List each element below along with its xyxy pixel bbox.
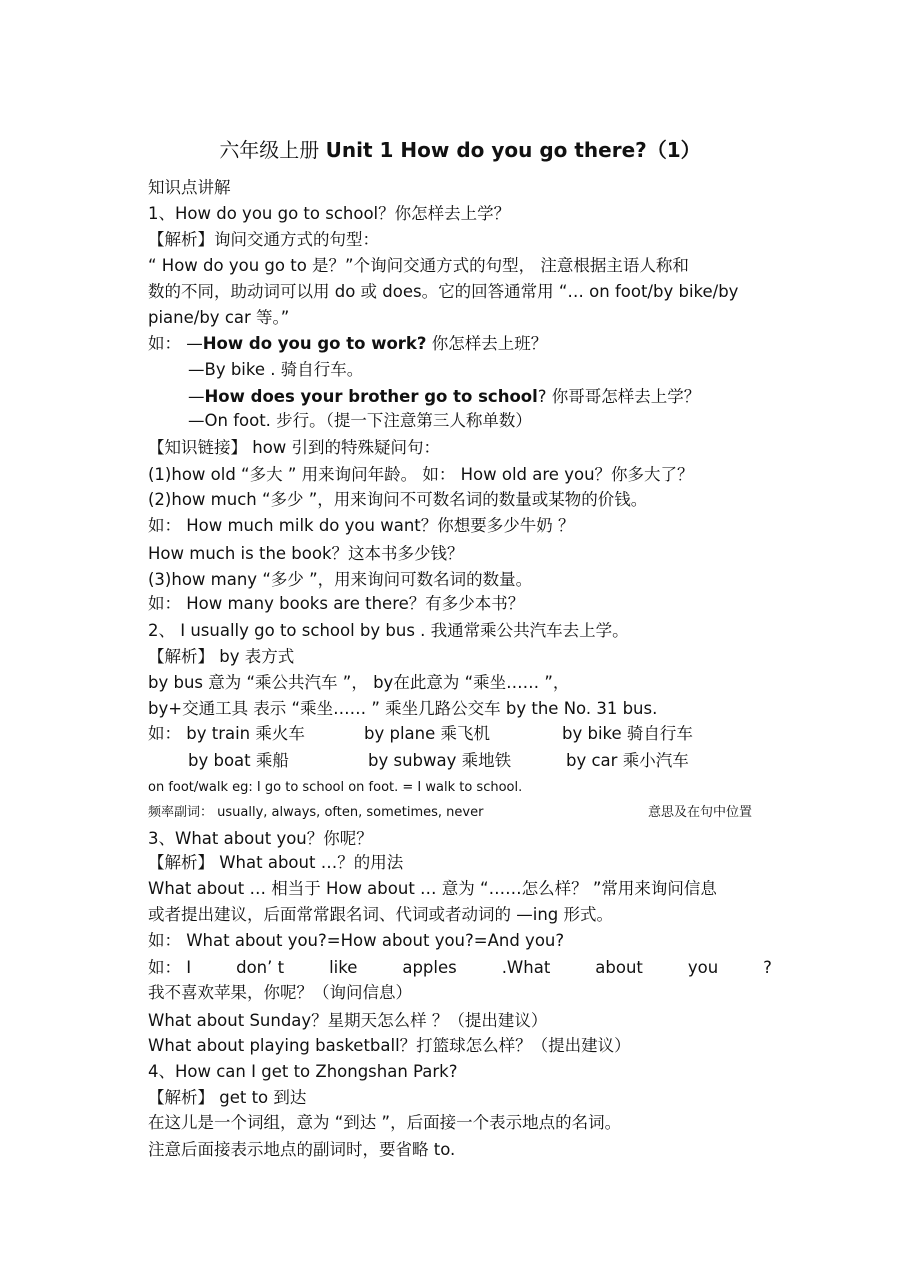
point-4-text-line-1: 在这儿是一个词组，意为 “到达 ”，后面接一个表示地点的名词。 xyxy=(148,1113,622,1132)
justified-word: like xyxy=(329,958,358,977)
what-about-example-1: 如： What about you?=How about you?=And you? xyxy=(148,931,565,950)
transport-boat: by boat 乘船 xyxy=(188,751,289,770)
point-1-analysis-label: 【解析】询问交通方式的句型： xyxy=(148,230,379,249)
point-4-heading: 4、How can I get to Zhongshan Park? xyxy=(148,1062,458,1081)
what-about-sunday: What about Sunday？星期天怎么样 ？（提出建议） xyxy=(148,1011,548,1030)
justified-word: don’ t xyxy=(236,958,285,977)
title-chinese: 六年级上册 xyxy=(219,138,320,162)
title-number: （1） xyxy=(646,138,701,162)
how-many-line: (3)how many “多少 ”，用来询问可数名词的数量。 xyxy=(148,570,533,589)
how-much-example-2: How much is the book？这本书多少钱？ xyxy=(148,544,464,563)
frequency-adverbs-meaning: 意思及在句中位置 xyxy=(647,805,752,820)
point-3-text-line-2: 或者提出建议，后面常常跟名词、代词或者动词的 —ing 形式。 xyxy=(148,905,614,924)
example-question-bold: How does your brother go to school xyxy=(204,387,538,406)
justified-word: about xyxy=(595,958,643,977)
example-question-bold: How do you go to work? xyxy=(202,334,427,353)
frequency-adverbs-note xyxy=(148,801,752,825)
transport-plane: by plane 乘飞机 xyxy=(364,724,491,743)
frequency-adverbs: 频率副词： usually, always, often, sometimes, never xyxy=(148,805,484,820)
point-4-text-line-2: 注意后面接表示地点的副词时，要省略 to. xyxy=(148,1140,456,1159)
example-bike-answer: —By bike . 骑自行车。 xyxy=(188,360,364,379)
point-1-text-line-1: “ How do you go to 是？”个询问交通方式的句型， 注意根据主语人称和 xyxy=(148,256,689,275)
justified-word: ? xyxy=(763,958,772,977)
justified-word: apples xyxy=(402,958,457,977)
example-translation: 你怎样去上班？ xyxy=(426,334,548,353)
example-brother-question xyxy=(188,385,828,409)
point-1-text-line-3: piane/by car 等。” xyxy=(148,308,290,327)
transport-examples-row-1 xyxy=(148,722,788,746)
justified-word: you xyxy=(687,958,719,977)
what-about-basketball: What about playing basketball？打篮球怎么样？（提出建议） xyxy=(148,1036,631,1055)
how-much-example-1: 如： How much milk do you want？你想要多少牛奶 ？ xyxy=(148,516,575,535)
point-2-analysis-label: 【解析】 by 表方式 xyxy=(148,647,295,666)
title-english: Unit 1 How do you go there? xyxy=(325,138,647,162)
by-bus-line: by bus 意为 “乘公共汽车 ”， by在此意为 “乘坐…… ”， xyxy=(148,673,570,692)
on-foot-note: on foot/walk eg: I go to school on foot. = I walk to school. xyxy=(148,780,523,795)
justified-word: 如： I xyxy=(148,958,192,977)
how-much-line: (2)how much “多少 ”，用来询问不可数名词的数量或某物的价钱。 xyxy=(148,490,648,509)
point-3-analysis-label: 【解析】 What about …？的用法 xyxy=(148,853,404,872)
by-transport-line: by+交通工具 表示 “乘坐…… ” 乘坐几路公交车 by the No. 31 bus. xyxy=(148,699,658,718)
transport-examples-row-2 xyxy=(188,749,828,773)
example-prefix: 如： — xyxy=(148,334,203,353)
transport-bike: by bike 骑自行车 xyxy=(562,724,693,743)
how-old-line: (1)how old “多大 ” 用来询问年龄。 如： How old are you？你多大了？ xyxy=(148,465,694,484)
transport-car: by car 乘小汽车 xyxy=(566,751,689,770)
dash: — xyxy=(188,387,205,406)
section-heading: 知识点讲解 xyxy=(148,178,231,197)
knowledge-link-label: 【知识链接】 how 引到的特殊疑问句： xyxy=(148,438,441,457)
page-title xyxy=(0,136,920,164)
what-about-example-2 xyxy=(148,956,772,980)
point-1-text-line-2: 数的不同，助动词可以用 do 或 does。它的回答通常用 “… on foot/by bike/by xyxy=(148,282,739,301)
point-4-analysis-label: 【解析】 get to 到达 xyxy=(148,1088,307,1107)
transport-train: 如： by train 乘火车 xyxy=(148,724,305,743)
example-foot-answer: —On foot. 步行。（提一下注意第三人称单数） xyxy=(188,411,532,430)
point-1-heading: 1、How do you go to school？你怎样去上学？ xyxy=(148,204,511,223)
point-2-heading: 2、 I usually go to school by bus . 我通常乘公共汽车去上学。 xyxy=(148,621,629,640)
how-many-example: 如： How many books are there？有多少本书？ xyxy=(148,594,525,613)
what-about-example-2-translation: 我不喜欢苹果，你呢？（询问信息） xyxy=(148,983,412,1002)
transport-subway: by subway 乘地铁 xyxy=(368,751,512,770)
justified-word: .What xyxy=(501,958,551,977)
point-3-heading: 3、What about you？你呢？ xyxy=(148,829,373,848)
example-translation: ? 你哥哥怎样去上学？ xyxy=(537,387,701,406)
example-work-question xyxy=(148,332,788,356)
point-3-text-line-1: What about … 相当于 How about … 意为 “……怎么样？ ”常用来询问信息 xyxy=(148,879,717,898)
